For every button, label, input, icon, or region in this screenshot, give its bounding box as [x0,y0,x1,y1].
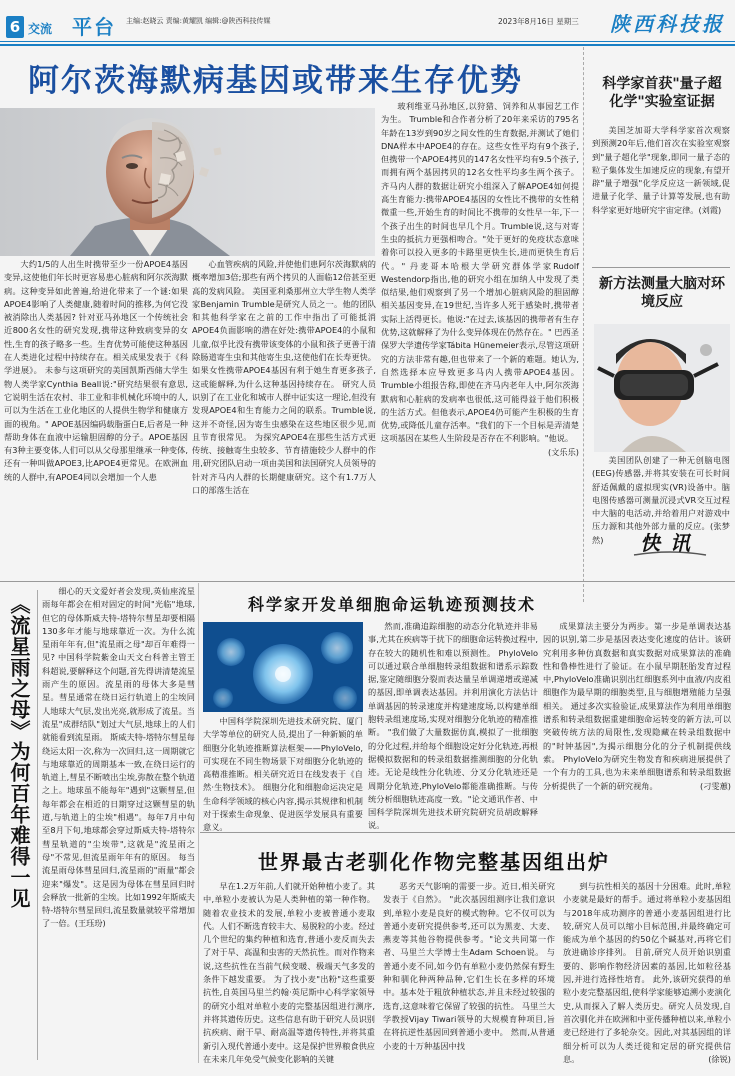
header-rule-thin [0,41,735,42]
section-label-a: 交流 [28,22,53,36]
kuaixun-badge [630,525,710,559]
wheat-article-title: 世界最古老驯化作物完整基因组出炉 [258,850,610,874]
wheat-article-col-c [563,880,731,1072]
main-story-author: (文乐乐) [548,446,579,457]
main-headline: 阿尔茨海默病基因或带来生存优势 [28,63,523,99]
sidebar-item-1-text: 美国芝加哥大学科学家首次观察到预测20年后,他们首次在实验室观察到"量子超化学"现象,即同一量子态的粒子集体发生加速反应的现象,有望开辟"量子增强"化学反应这一新领域,促进量子化学、量子计算等发展,也有助科学家更好地研究宇宙定律。 [592,125,730,215]
section-rule-2 [200,832,735,833]
masthead-logo: 陕西科技报 [610,12,725,36]
wheat-col-c-text: 到与抗性相关的基因十分困难。此时,单粒小麦就是最好的帮手。通过将单粒小麦基因组与2018年成功测序的普通小麦基因组进行比较,研究人员可以缩小目标范围,并最终确定可能成为单个基因的约50亿个碱基对,再将它们放进确诊序排列。 目前,研究人员开始识别重要的、影响作物经济因素的基因,比如粒径基因,并进行选择性培育。 此外,该研究获得的单粒小麦完整基因组,使科学家能够追溯小麦演化史,从而探入了解人类历史。研究人员发现,自首次驯化并在欧洲和中亚传播种植以来,单粒小麦已经进行了多轮杂交。因此,对其基因组的详细分析可以为人类迁徙和定居的研究提供信息。 [563,881,731,1064]
cell-image [203,622,363,712]
main-story-col-1 [4,258,188,578]
main-col2-text: 心血管疾病的风险,并使他们患阿尔茨海默病的概率增加3倍;那些有两个拷贝的人面临12倍甚至更高的发病风险。 美国亚利桑那州立大学生物人类学家Benjamin Trumble是研究人员之一。他的团队和其他科学家在之前的工作中指出了可能抵消APOE4负面影响的潜在好处:携带APOE4的小鼠和儿童,似乎比没有携带该变体的小鼠和孩子更善于清除肠道寄生虫和其他寄生虫,这使他们在长寿更快。如果女性携带APOE4基因有利于她生育更多孩子,这或能解释,为什么这种基因持续存在。 研究人员识别了在工业化和城市人群中证实这一理论,但没有发现APOE4和生育能力之间的联系。Trumble说,这并不奇怪,因为寄生虫感染在这些地区很少见,而且节育很常见。 为探究APOE4在那些生活方式更传统、接触寄生虫较多、节育措施较少人群中的作用,研究团队启动一项由美国和法国研究人员领导的针对齐马内人群的长期健康研究。这个有1.7万人口的部落生活在 [192,259,376,496]
header-rule [0,44,735,46]
page-header [0,0,735,44]
meteor-article-author: (王珏玢) [74,918,106,929]
portrait-illustration [0,108,375,256]
sidebar-item-1 [598,75,726,111]
cell-col-a-text: 中国科学院深圳先进技术研究院、厦门大学等单位的研究人员,提出了一种新颖的单细胞分化轨迹推断算法框架——PhyloVelo,可实现在不同生物场景下对细胞分化轨迹的高精准推断。相关研究近日在线发表于《自然·生物技术》。 细胞分化和细胞命运决定是生命科学领域的核心内容,揭示其规律和机制对于探索生命现象、促进医学发展具有重要意义。 [203,716,363,833]
cell-article-author: (刁雯蕙) [700,780,731,791]
cell-article-col-c [543,620,731,830]
main-story-col-3 [381,100,579,578]
main-col1-text: 大约1/5的人出生时携带至少一份APOE4基因变异,这使他们年长时更容易患心脏病和阿尔茨海默病。这种变异如此普遍,给进化带来了一个谜:如果APOE4影响了人类健康,随着时间的推移,为何它没被消除出人类基因? 针对亚马孙地区一个传统社会近800名女性的研究发现,携带这种致病变异的女性,生育的孩子略多一些。生育优势可能使这种基因在人类进化过程中持续存在。相关成果发表于《科学进展》。 未参与这项研究的美国凯斯西储大学生物人类学家Cynthia Beall说:"研究结果很有意思,它说明生活在农村、非工业和非机械化环境中的人,可以为生活在工业化地区的人提供生物学和健康方面的视角。" APOE基因编码载脂蛋白E,后者是一种帮助身体在血液中运输胆固醇的分子。APOE基因有3种主要变体,人们可以从父母那里继承一种变体,还有一种叫做APOE3,比APOE4更常见。在欧洲血统的人群中,有APOE4同以会增加一个人患 [4,259,188,482]
section-label-b: 平台 [72,15,116,39]
page-number: 6 [6,16,24,38]
main-story-col-2 [192,258,376,578]
sidebar-item-1-title: 科学家首获"量子超化学"实验室证据 [602,76,722,110]
vr-illustration [594,324,730,452]
wheat-article-author: (徐锐) [708,1053,731,1064]
elderly-man-photo [0,108,375,256]
wheat-col-a-text: 早在1.2万年前,人们就开始种植小麦了。其中,单粒小麦被认为是人类种植的第一种作物。 随着农业技术的发展,单粒小麦被普通小麦取代。人们不断选育较丰大、易脱粒的小麦。经过几个世纪的集约种植和选育,普通小麦反而失去了对于旱、高温和虫害的天然抗性。而对作物来说,这些抗性在当前气候变暖、极端天气多发的条件下越发重要。 为了找小麦"出粉"这些重要抗性,自英国马里兰约翰·英尼斯中心科学家领导的研究小组对单粒小麦的完整基因组进行测序,并将其遗传历史。这些信息有助于研究人员识别抗疾病、耐干旱、耐高温等遗传特性,并将其重新引入现代普通小麦中。这是保护世界粮食供应在未来几年免受气候变化影响的关键 [203,881,375,1064]
sidebar-item-1-author: (刘霞) [698,204,722,215]
cell-article-title: 科学家开发单细胞命运轨迹预测技术 [248,595,537,614]
wheat-article-col-b [383,880,555,1072]
column-rule [198,583,199,1063]
sidebar-item-2-title: 新方法测量大脑对环境反应 [599,276,725,310]
wheat-article-col-a [203,880,375,1072]
cell-article-col-a [203,715,363,833]
cell-col-b-text: 然而,准确追踪细胞的动态分化轨迹并非易事,尤其在疾病等于扰下的细胞命运转换过程中,存在较大的随机性和难以预测性。 PhyloVelo可以通过联合单细胞转录组数据和谱系示踪数据,鉴定随细胞分裂而表达量呈单调递增或递减的基因,即单调表达基因。并利用演化方法估计单调基因的转录速度并构建速度场,以构建单细胞转录组速度场,实现对细胞分化轨迹的精准推断。 "我们做了大量数据仿真,模拟了一批细胞的分化过程,并给每个细胞设定好分化轨迹,再根据模拟数据和的转录组数据推测细胞的分化轨迹。无论是线性分化轨迹、分叉分化轨迹还是周期分化轨迹,PhyloVelo都能准确推断。与传统分析细胞轨迹高度一致。"论文通讯作者、中国科学院深圳先进技术研究院研究员胡政解释说。 [368,621,538,831]
vr-headset-photo [594,324,730,452]
meteor-article-col [42,585,195,1060]
cell-illustration [203,622,363,712]
cell-article-col-b [368,620,538,830]
editor-credits: 主编:赵晓云 责编:黄耀凯 编辑:@陕西科技传媒 [126,17,271,25]
issue-date: 2023年8月16日 星期三 [498,17,579,26]
cell-col-c-text: 成果算法主要分为两步。第一步是单调表达基因的识别,第二步是基因表达变化速度的估计。该研究利用多种仿真数据和真实数据对成果算法的准确性和鲁棒性进行了验证。在小鼠早期胚胎发育过程中,PhyloVelo准确识别出红细胞系列中血液/内皮祖细胞作为最早期的细胞类型,且与细胞增殖能力呈强相关。 通过多次实验验证,成果算法作为利用单细胞谱系和转录组数据重建细胞命运转变的新方法,可以突破传统方法的局限性,发现隐藏在转录组数据中的"时钟基因",为揭示细胞分化的分子机制提供线索。 PhyloVelo为研究生物发育和疾病进展提供了一个有力的工具,也为未来单细胞谱系和转录组数据分析提供了一个新的研究视角。 [543,621,731,791]
wheat-col-b-text: 恶劣天气影响的需要一步。近日,相关研究发表于《自然》。 "此次基因组测序让我们意识到,单粒小麦是良好的模式物种。它不仅可以为普通小麦研究提供参考,还可以为黑麦、大麦、燕麦等其他谷物提供参考。"论文共同第一作者、马里兰大学博士生Adam Schoen说。 与普通小麦不同,如今仍有单粒小麦仍然保有野生种和驯化种两种品种,它们生长在多样的环境中。基本处于粗放种植状态,并且未经过较强的选育,这意味着它保留了较强的抗性。 马里兰大学教授Vijay Tiwari领导的大规模育种项目,旨在将抗逆性基因回到普通小麦中。 然而,从普通小麦的十万种基因中找 [383,881,555,1051]
kuaixun-label: 快讯 [640,531,700,555]
main-col3-text: 玻利维亚马孙地区,以狩猎、饲养和从事园艺工作为生。 Trumble和合作者分析了20年来采访的795名年龄在13岁到90岁之间女性的生育数据,并测试了她们DNA样本中APOE4的存在。这些女性平均有9个孩子,但携带一个APOE4拷贝的147名女性平均有9.5个孩子,而拥有两个基因拷贝的12名女性平均多生两个孩子。 齐马内人群的数据让研究小组深入了解APOE4如何提高生育能力:携带APOE4基因的女性比不携带的女性稍微重一些,开始生育的时间比不携带的女性早一年,下一个孩子出生的时间也早几个月。Trumble说,这与对寄生虫的抵抗力更强相吻合。"处于更好的免疫状态意味着你可以投入更多的卡路里更快生长,进而更快生育后代。" 丹麦哥本哈根大学研究群体学家Rudolf Westendorp指出,他的研究小组在加纳人中发现了类似结果,他们观察到了另一个增加心脏病风险的胆固醇相关基因变异,在19世纪,当许多人死于感染时,携带者实际上活得更长。他说:"在过去,该基因的携带者有生存优势,这就解释了为什么变异体现在仍然存在。" 巴西圣保罗大学遗传学家Tábita Hünemeier表示,尽管这项研究的方法非常有趣,但也带来了一个新的难题。她认为,自然选择本应导致更多马内人携带APOE4基因。 Trumble小组报告称,即使在齐马内老年人中,阿尔茨海默病和心脏病的发病率也很低,这可能得益于他们积极的生活方式。但他表示,APOE4仍可能产生积极的生育优势,或降低儿童存活率。"我们的下一个目标是弄清楚这项基因在某些人生阶段是否存在不利影响。"他说。 [381,101,579,444]
sidebar-item-2-text: 美国团队创建了一种无创脑电图(EEG)传感器,并将其安装在可长时间舒适佩戴的虚拟现实(VR)设备中。脑电图传感器可测量沉浸式VR交互过程中大脑的电活动,并给着用户对游戏中压力源和其他外部力量的反应。 [592,455,730,532]
meteor-article-title-block [0,590,38,1060]
section-rule-1 [0,581,735,582]
meteor-article-title: 《流星雨之母》为何百年难得一见 [7,594,31,909]
sidebar-item-2 [598,230,726,311]
news-sidebar [583,47,735,602]
meteor-article-text: 细心的天文爱好者会发现,英仙座流星雨每年都会在相对固定的时间"光临"地球,但它的母体斯威夫特-塔特尔彗星却要相隔130多年才能与地球靠近一次。为什么流星雨年年有,但"流星雨之母"却百年难得一见? 中国科学院紫金山天文台科普主管王科超说,要解释这个问题,首先得讲清楚流星雨产生的原因。流星雨的母体大多是彗星。彗星通常在绕日运行轨道上的尘埃同人地球大气层,发出光亮,就形成了流星。当流星"成群结队"划过大气层,地球上的人们就能看到流星雨。 斯威夫特-塔特尔彗星每绕运太阳一次,称为一次回归,这一周期就它与地球靠近的周期基本一致,在绕日运行的轨道上,彗星不断喷出尘埃,弥散在整个轨道之上。地球虽不能每年"遇到"这颗彗星,但每年都会在相近的日期穿过这颗彗星的轨道,与轨道上的尘埃"相遇"。每年7月中旬至8月下旬,地球都会穿过斯威夫特-塔特尔彗星轨道的"尘埃带",这就是"流星雨之母"不常见,但流星雨年年有的原因。 每当流星雨母体彗星回归,流星雨的"雨量"都会迎来"爆发"。这是因为母体在彗星回归时会释放一批新的尘埃。比如1992年斯威夫特-塔特尔彗星回归,流星数量就较平常增加了一倍。 [42,586,195,929]
sidebar-item-2-author: (张梦然) [592,521,730,545]
